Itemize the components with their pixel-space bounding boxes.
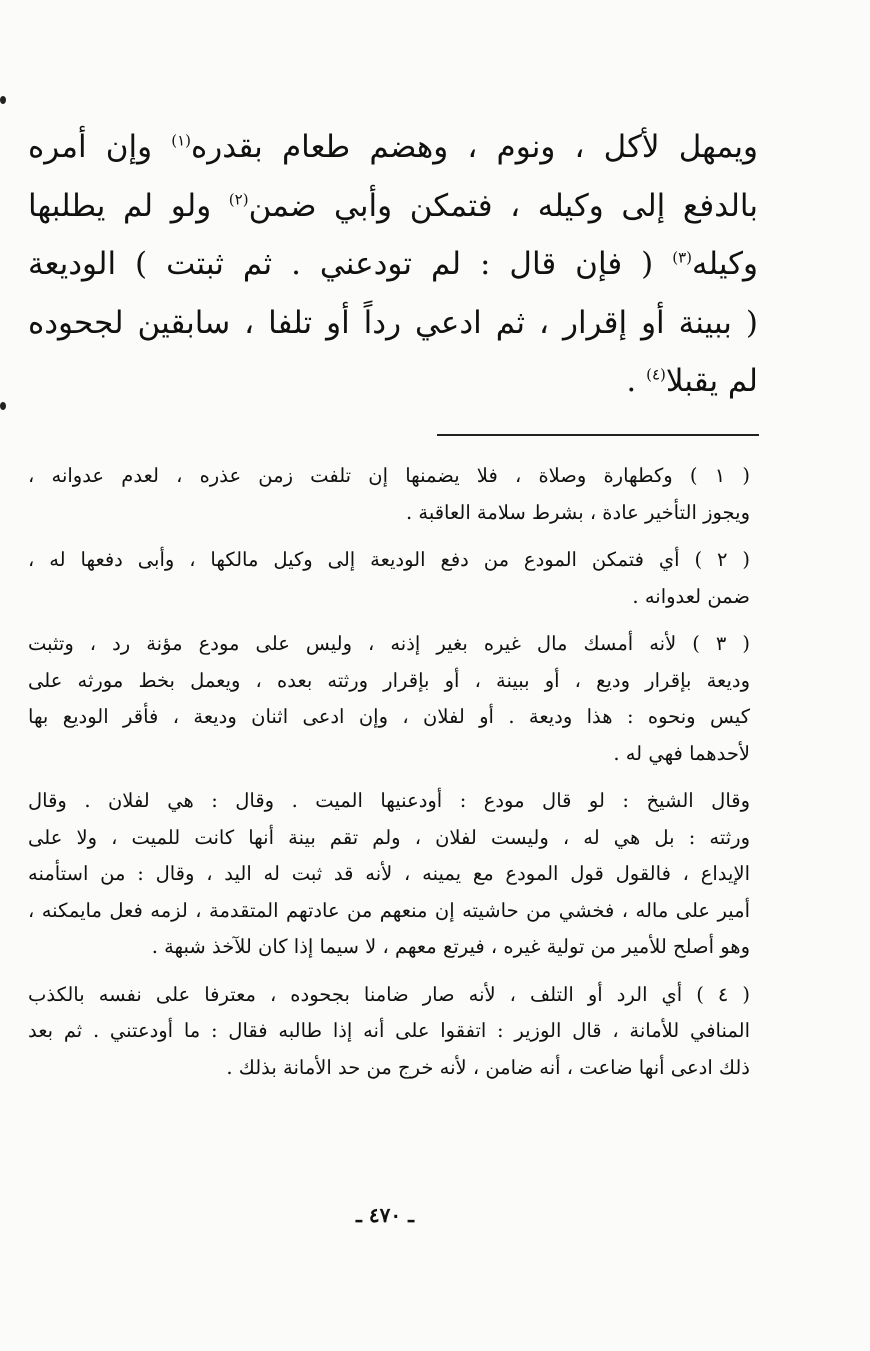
footnote-4: [28, 977, 750, 1087]
main-text-line: ( ببينة أو إقرار ، ثم ادعي رداً أو تلفا ، سابقين لجحوده: [28, 304, 758, 341]
footnote-ref[interactable]: (٢): [228, 190, 249, 209]
main-text-line: لم يقبلا$^{(٤)}$ .: [626, 363, 758, 399]
main-text: [28, 118, 758, 411]
footnote-1: [28, 458, 750, 531]
footnote-line: ( ١ ) وكطهارة وصلاة ، فلا يضمنها إن تلفت زمن عذره ، لعدم عدوانه ،: [28, 464, 750, 487]
footnote-line: كيس ونحوه : هذا وديعة . أو لفلان ، وإن ادعى اثنان وديعة ، فأقر الوديع بها: [28, 705, 750, 728]
footnote-line: ( ٣ ) لأنه أمسك مال غيره بغير إذنه ، وليس على مودع مؤنة رد ، وتثبت: [28, 632, 750, 655]
footnote-line: لأحدهما فهي له .: [613, 741, 750, 765]
footnote-divider: [437, 434, 759, 436]
footnote-3: [28, 626, 750, 772]
footnote-line: ضمن لعدوانه .: [632, 584, 750, 608]
main-text-line: بالدفع إلى وكيله ، فتمكن وأبي ضمن$^{(٢)}$ ولو لم يطلبها: [28, 187, 758, 224]
footnote-line: وديعة بإقرار وديع ، أو ببينة ، أو بإقرار ورثته بعده ، ويعمل بخط مورثه على: [28, 668, 750, 692]
footnote-line: ( ٢ ) أي فتمكن المودع من دفع الوديعة إلى وكيل مالكها ، وأبى دفعها له ،: [28, 548, 750, 571]
margin-mark: [0, 96, 6, 104]
footnote-3-continued: [28, 783, 750, 966]
margin-mark: [0, 402, 6, 410]
main-text-line: وكيله$^{(٣)}$ ( فإن قال : لم تودعني . ثم ثبتت ) الوديعة: [28, 246, 758, 282]
footnotes: [28, 458, 750, 1097]
footnote-line: وهو أصلح للأمير من تولية غيره ، فيرتع معهم ، لا سيما إذا كان للآخذ شبهة .: [151, 935, 750, 958]
footnote-line: المنافي للأمانة ، قال الوزير : اتفقوا على أنه إذا طالبه فقال : ما أودعتني . ثم بعد: [28, 1019, 750, 1042]
footnote-line: وقال الشيخ : لو قال مودع : أودعنيها الميت . وقال : هي لفلان . وقال: [28, 789, 750, 812]
footnote-line: ( ٤ ) أي الرد أو التلف ، لأنه صار ضامنا بجحوده ، معترفا على نفسه بالكذب: [28, 982, 750, 1006]
footnote-line: ذلك ادعى أنها ضاعت ، أنه ضامن ، لأنه خرج من حد الأمانة بذلك .: [226, 1055, 750, 1079]
page-number: ـ ٤٧٠ ـ: [356, 1203, 414, 1227]
footnote-line: الإيداع ، فالقول قول المودع مع يمينه ، لأنه قد ثبت له اليد ، وقال : من استأمنه: [28, 862, 750, 885]
footnote-2: [28, 542, 750, 615]
footnote-ref[interactable]: (١): [171, 131, 192, 150]
footnote-line: ويجوز التأخير عادة ، بشرط سلامة العاقبة .: [405, 500, 750, 524]
footnote-line: أمير على ماله ، فخشي من حاشيته إن منعهم من عادتهم المتقدمة ، لزمه فعل مايمكنه ،: [28, 898, 750, 922]
footnote-ref[interactable]: (٣): [672, 248, 693, 267]
footnote-ref[interactable]: (٤): [646, 365, 666, 384]
footnote-line: ورثته : بل هي له ، وليست لفلان ، ولم تقم بينة أنها كانت للميت ، ولا على: [28, 825, 750, 849]
main-text-line: ويمهل لأكل ، ونوم ، وهضم طعام بقدره$^{(١)}$ وإن أمره: [28, 129, 758, 165]
